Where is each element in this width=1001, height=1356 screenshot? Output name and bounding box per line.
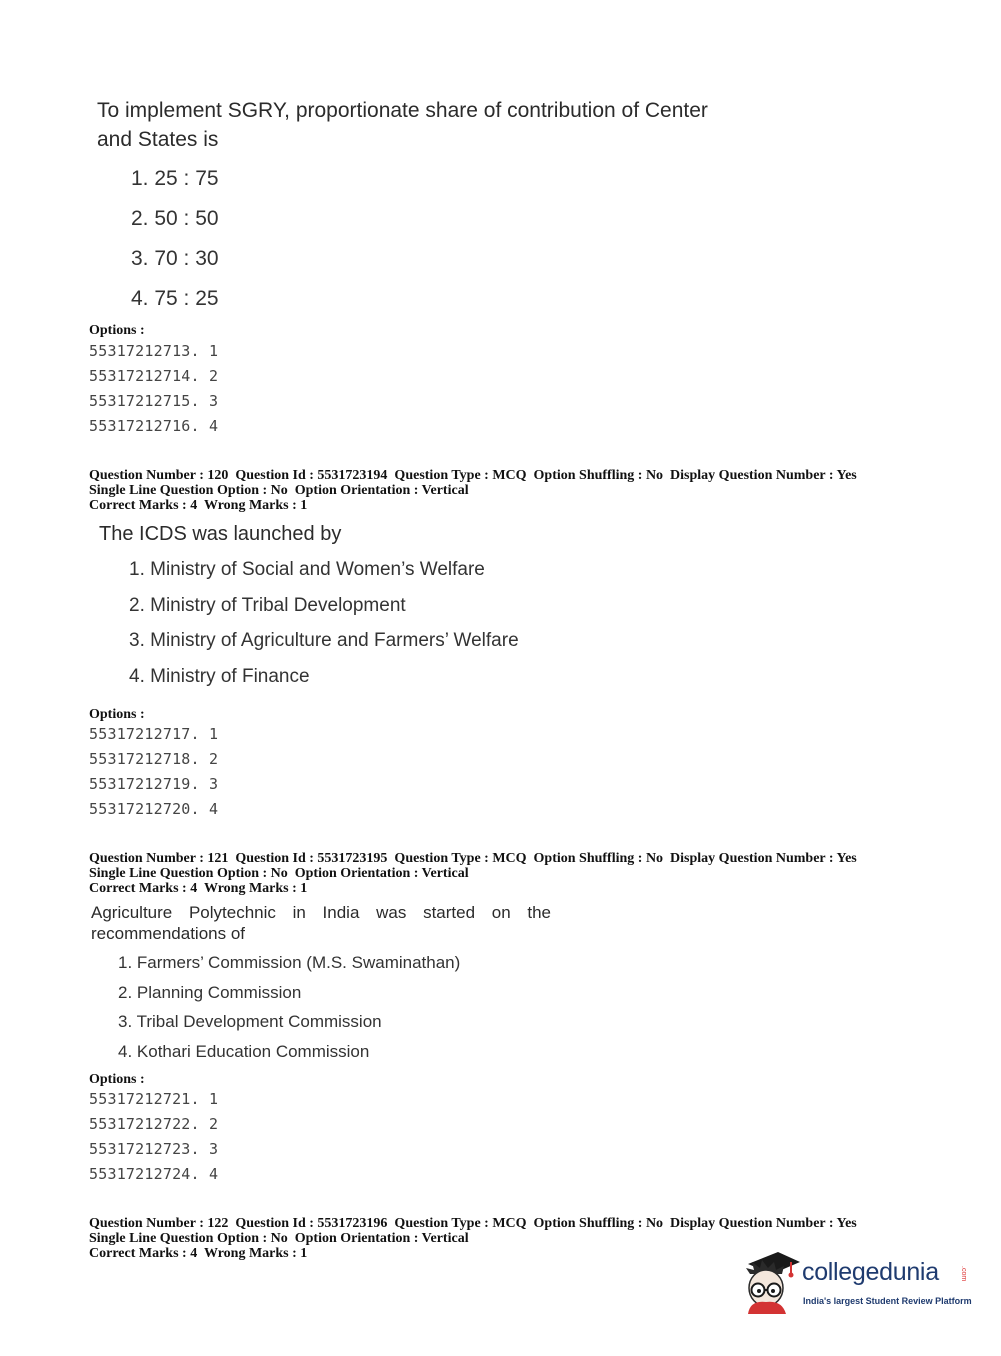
choice-item: 2. Ministry of Tribal Development — [129, 594, 406, 616]
question-text: The ICDS was launched by — [99, 523, 342, 545]
choice-item: 3. Ministry of Agriculture and Farmers’ Welfare — [129, 630, 519, 651]
choice-item: 1. Ministry of Social and Women’s Welfare — [129, 559, 485, 580]
collegedunia-logo — [742, 1248, 972, 1318]
option-id: 55317212713. 1 — [89, 342, 219, 360]
question-meta: Question Number : 122 Question Id : 5531723196 Question Type : MCQ Option Shuffling : No Display Question Number : Yes Single Line Question Option : No Option Orientation : Vertical Correct Marks : 4 Wrong Marks : 1 — [89, 1216, 857, 1261]
option-id: 55317212719. 3 — [89, 775, 219, 793]
option-id-list — [89, 339, 218, 439]
question-choices — [118, 952, 460, 1070]
question-choices — [129, 558, 519, 700]
choice-item: 3. Tribal Development Commission — [118, 1012, 382, 1031]
choice-item: 4. Ministry of Finance — [129, 665, 310, 687]
option-id: 55317212721. 1 — [89, 1090, 219, 1108]
option-id: 55317212714. 2 — [89, 367, 219, 385]
choice-item: 3. 70 : 30 — [131, 247, 219, 270]
option-id: 55317212722. 2 — [89, 1115, 219, 1133]
option-id: 55317212724. 4 — [89, 1165, 219, 1183]
choice-item: 2. 50 : 50 — [131, 207, 219, 230]
choice-item: 4. 75 : 25 — [131, 287, 219, 310]
option-id-list — [89, 1087, 218, 1187]
mascot-icon — [742, 1248, 802, 1314]
choice-item: 1. Farmers’ Commission (M.S. Swaminathan) — [118, 953, 461, 972]
choice-item: 4. Kothari Education Commission — [118, 1041, 370, 1061]
question-text: To implement SGRY, proportionate share of contribution of Center and States is — [97, 99, 708, 151]
question-meta: Question Number : 121 Question Id : 5531723195 Question Type : MCQ Option Shuffling : No Display Question Number : Yes Single Line Question Option : No Option Orientation : Vertical Correct Marks : 4 Wrong Marks : 1 — [89, 851, 857, 896]
question-choices — [131, 165, 219, 325]
option-id: 55317212715. 3 — [89, 392, 219, 410]
options-label: Options : — [89, 1072, 145, 1087]
choice-item: 1. 25 : 75 — [131, 167, 219, 190]
options-label: Options : — [89, 707, 145, 722]
option-id: 55317212716. 4 — [89, 417, 219, 435]
option-id: 55317212720. 4 — [89, 800, 219, 818]
option-id: 55317212718. 2 — [89, 750, 219, 768]
logo-wordmark: collegedunia — [802, 1258, 939, 1286]
option-id: 55317212723. 3 — [89, 1140, 219, 1158]
question-meta: Question Number : 120 Question Id : 5531723194 Question Type : MCQ Option Shuffling : No Display Question Number : Yes Single Line Question Option : No Option Orientation : Vertical Correct Marks : 4 Wrong Marks : 1 — [89, 468, 857, 513]
question-text: Agriculture Polytechnic in India was started on the recommendations of — [91, 903, 551, 943]
logo-tagline: India's largest Student Review Platform — [803, 1296, 972, 1306]
logo-suffix: .com — [960, 1266, 967, 1282]
option-id-list — [89, 722, 218, 822]
options-label: Options : — [89, 323, 145, 338]
option-id: 55317212717. 1 — [89, 725, 219, 743]
choice-item: 2. Planning Commission — [118, 982, 302, 1002]
